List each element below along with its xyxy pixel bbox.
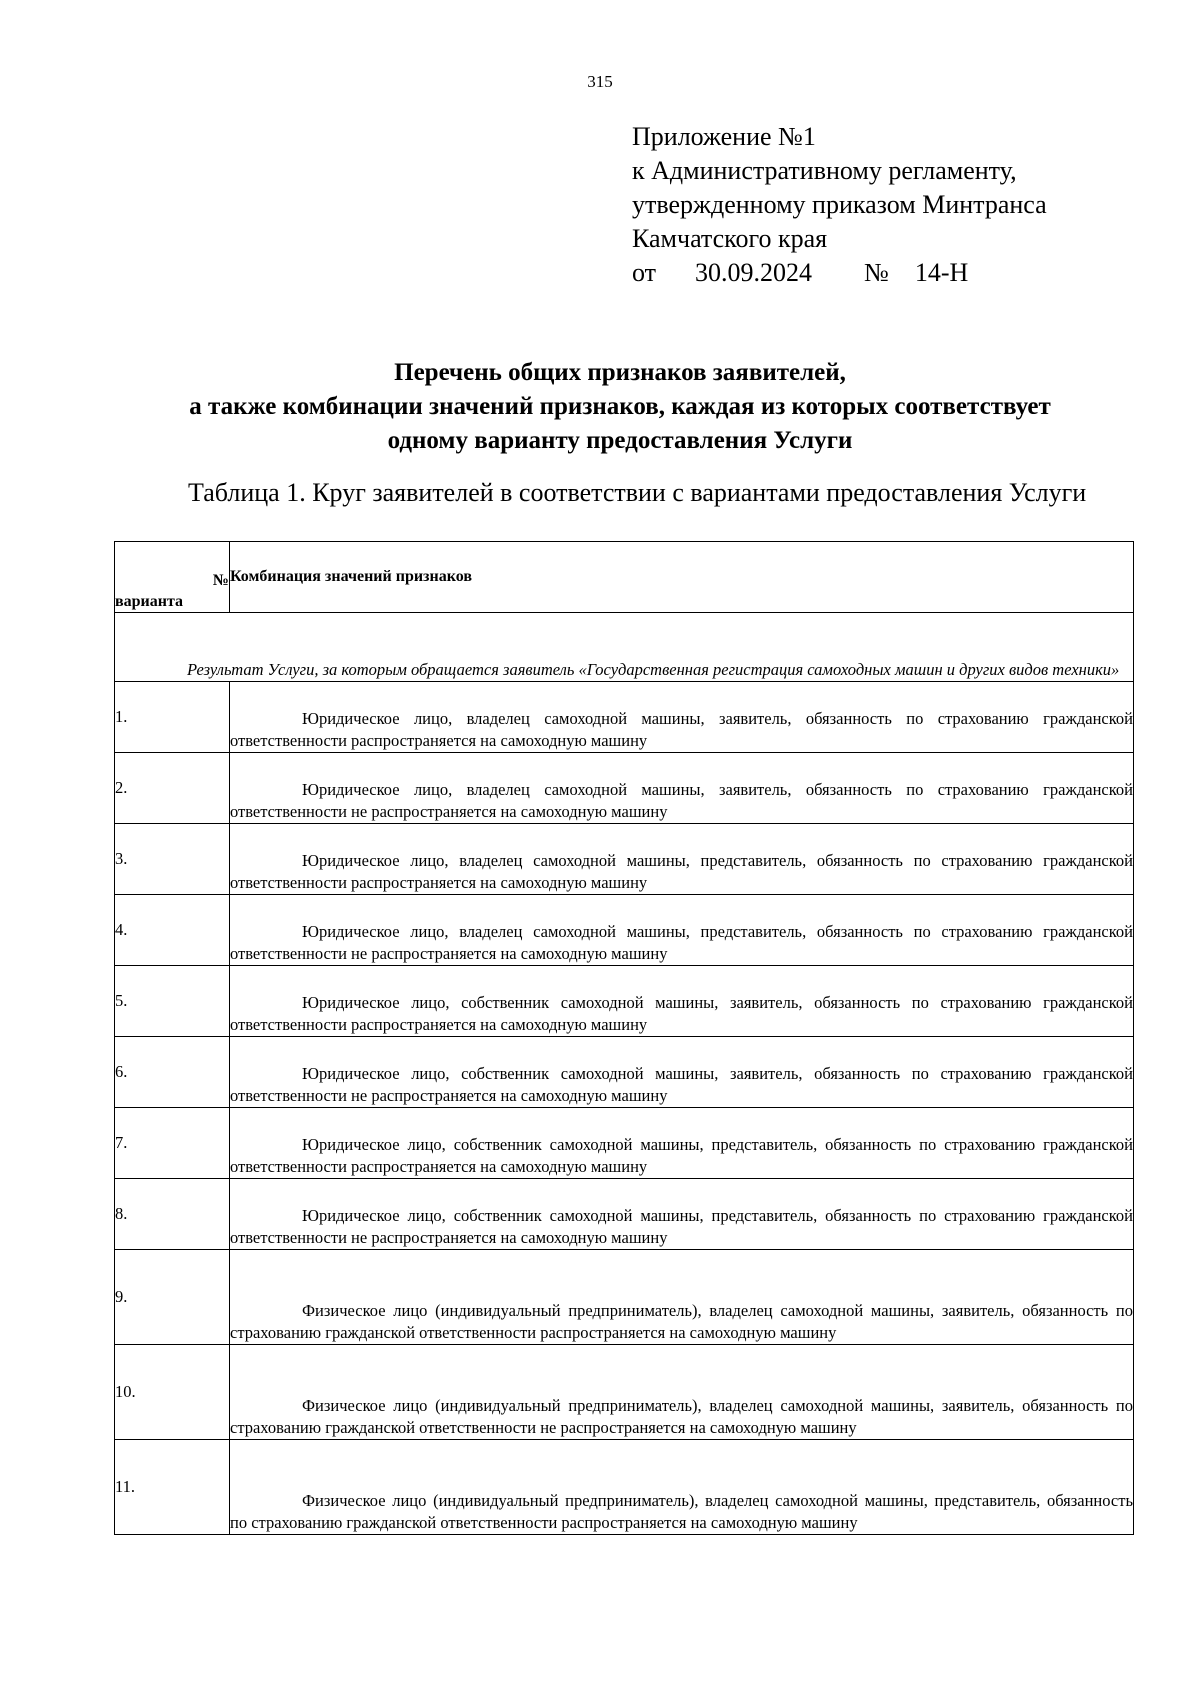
variant-description: Юридическое лицо, собственник самоходной машины, заявитель, обязанность по страхованию гражданской ответственности распространяется на самоходную машину	[230, 966, 1134, 1037]
variant-number: 1.	[115, 682, 230, 753]
variant-description: Юридическое лицо, собственник самоходной машины, представитель, обязанность по страхованию гражданской ответственности распространяется на самоходную машину	[230, 1108, 1134, 1179]
table-row	[115, 1037, 1134, 1108]
header-variant-word: варианта	[115, 593, 184, 610]
header-combination: Комбинация значений признаков	[230, 542, 1134, 613]
table-row	[115, 824, 1134, 895]
variant-number: 7.	[115, 1108, 230, 1179]
appendix-date-line: от 30.09.2024 № 14-Н	[632, 258, 969, 287]
variant-description: Физическое лицо (индивидуальный предприниматель), владелец самоходной машины, заявитель, обязанность по страхованию гражданской ответственности распространяется на самоходную машину	[230, 1250, 1134, 1345]
table-row	[115, 1179, 1134, 1250]
table-header-row	[115, 542, 1134, 613]
variant-description: Физическое лицо (индивидуальный предприниматель), владелец самоходной машины, представитель, обязанность по страхованию гражданской ответственности распространяется на самоходную машину	[230, 1440, 1134, 1535]
variant-description: Юридическое лицо, владелец самоходной машины, заявитель, обязанность по страхованию гражданской ответственности не распространяется на самоходную машину	[230, 753, 1134, 824]
appendix-line-2: к Административному регламенту,	[632, 156, 1017, 185]
table-row	[115, 966, 1134, 1037]
document-title	[100, 356, 1140, 458]
title-line-2: а также комбинации значений признаков, каждая из которых соответствует	[189, 393, 1051, 420]
table-row	[115, 1345, 1134, 1440]
table-row	[115, 1250, 1134, 1345]
table-row	[115, 1108, 1134, 1179]
applicants-table	[114, 541, 1134, 1535]
appendix-line-1: Приложение №1	[632, 122, 816, 151]
appendix-line-3: утвержденному приказом Минтранса	[632, 190, 1047, 219]
header-number-symbol: №	[212, 572, 229, 589]
variant-number: 10.	[115, 1345, 230, 1440]
variant-number: 6.	[115, 1037, 230, 1108]
title-line-3: одному варианту предоставления Услуги	[387, 427, 853, 454]
appendix-line-4: Камчатского края	[632, 224, 828, 253]
variant-description: Юридическое лицо, владелец самоходной машины, заявитель, обязанность по страхованию гражданской ответственности распространяется на самоходную машину	[230, 682, 1134, 753]
table-caption: Таблица 1. Круг заявителей в соответствии с вариантами предоставления Услуги	[188, 478, 1087, 507]
variant-description: Юридическое лицо, собственник самоходной машины, заявитель, обязанность по страхованию гражданской ответственности не распространяется на самоходную машину	[230, 1037, 1134, 1108]
variant-number: 3.	[115, 824, 230, 895]
variant-number: 2.	[115, 753, 230, 824]
appendix-block	[632, 120, 1152, 290]
table-row	[115, 682, 1134, 753]
page-number: 315	[587, 72, 613, 91]
title-line-1: Перечень общих признаков заявителей,	[394, 359, 846, 386]
table-row	[115, 1440, 1134, 1535]
result-cell: Результат Услуги, за которым обращается заявитель «Государственная регистрация самоходных машин и других видов техники»	[115, 613, 1134, 682]
variant-number: 4.	[115, 895, 230, 966]
variant-description: Юридическое лицо, владелец самоходной машины, представитель, обязанность по страхованию гражданской ответственности распространяется на самоходную машину	[230, 824, 1134, 895]
variant-description: Юридическое лицо, собственник самоходной машины, представитель, обязанность по страхованию гражданской ответственности не распространяется на самоходную машину	[230, 1179, 1134, 1250]
table-row	[115, 753, 1134, 824]
variant-description: Юридическое лицо, владелец самоходной машины, представитель, обязанность по страхованию гражданской ответственности не распространяется на самоходную машину	[230, 895, 1134, 966]
table-row	[115, 895, 1134, 966]
result-row	[115, 613, 1134, 682]
variant-description: Физическое лицо (индивидуальный предприниматель), владелец самоходной машины, заявитель, обязанность по страхованию гражданской ответственности не распространяется на самоходную машину	[230, 1345, 1134, 1440]
variant-number: 11.	[115, 1440, 230, 1535]
header-variant-number	[115, 542, 230, 613]
variant-number: 5.	[115, 966, 230, 1037]
variant-number: 9.	[115, 1250, 230, 1345]
variant-number: 8.	[115, 1179, 230, 1250]
